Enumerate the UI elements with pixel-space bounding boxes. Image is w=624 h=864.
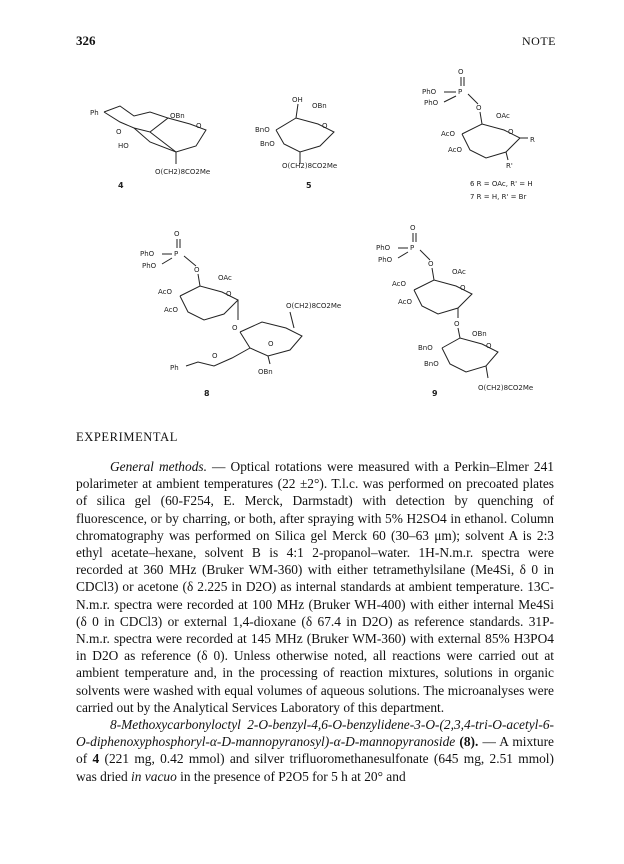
label-o-8c: O [226, 290, 232, 298]
label-aco-8b: AcO [164, 306, 179, 314]
label-obn-8: OBn [258, 368, 273, 376]
general-methods-paragraph [76, 458, 554, 716]
label-ho-4: HO [118, 142, 129, 150]
label-o-9a: O [410, 224, 416, 232]
running-head: NOTE [522, 34, 556, 48]
body-text [76, 458, 554, 785]
structure-8 [140, 230, 341, 398]
label-o-67c: O [508, 128, 514, 136]
label-obn-4: OBn [170, 112, 185, 120]
label-p-67: P [458, 88, 463, 96]
structure-5 [255, 96, 337, 190]
compound-6-label: 6 R = OAc, R' = H [470, 180, 533, 188]
label-oac-67: OAc [496, 112, 510, 120]
label-linker-8: O(CH2)8CO2Me [286, 302, 342, 310]
label-p-9: P [410, 244, 415, 252]
compound-9-label: 9 [432, 389, 438, 398]
label-ph-8: Ph [170, 364, 179, 372]
label-o-4a: O [196, 122, 202, 130]
structure-9 [376, 224, 533, 398]
compound-4-label: 4 [118, 181, 124, 190]
compound-5-label: 5 [306, 181, 312, 190]
prep-text-1: (221 mg, 0.42 mmol) and silver trifluoromethanesulfonate (645 mg, 2.51 mmol) was dried [76, 751, 554, 784]
compound-8-paragraph [76, 716, 554, 785]
label-oac-8: OAc [218, 274, 232, 282]
compound-8-title: 8-Methoxycarbonyloctyl 2-O-benzyl-4,6-O-benzylidene-3-O-(2,3,4-tri-O-acetyl-6-O-diphenoxyphosphoryl-α-D-mannopyranosyl)-α-D-mannopyranoside [76, 717, 554, 750]
label-obn-5: OBn [312, 102, 327, 110]
compound-8-label: 8 [204, 389, 210, 398]
label-o-8f: O [268, 340, 274, 348]
chemical-structures-figure [0, 60, 624, 432]
structure-4 [90, 106, 210, 190]
label-pho-67a: PhO [422, 88, 437, 96]
label-o-8b: O [194, 266, 200, 274]
label-oh-5: OH [292, 96, 303, 104]
prep-in-vacuo: in vacuo [131, 768, 177, 784]
label-aco-8a: AcO [158, 288, 173, 296]
label-o-67b: O [476, 104, 482, 112]
label-o-9d: O [454, 320, 460, 328]
general-methods-lead: General methods. [110, 459, 207, 474]
prep-compound-ref: 4 [92, 751, 100, 767]
label-o-8a: O [174, 230, 180, 238]
compound-7-label: 7 R = H, R' = Br [470, 193, 527, 201]
label-o-9b: O [428, 260, 434, 268]
label-aco-9b: AcO [398, 298, 413, 306]
label-aco-9a: AcO [392, 280, 407, 288]
structure-6-7 [422, 68, 535, 201]
label-linker-4: O(CH2)8CO2Me [155, 168, 211, 176]
label-o-8e: O [212, 352, 218, 360]
label-bno-9b: BnO [424, 360, 439, 368]
label-linker-9: O(CH2)8CO2Me [478, 384, 534, 392]
label-bno-5a: BnO [255, 126, 270, 134]
prep-dash: — A mixture of [76, 734, 554, 767]
section-heading-experimental: EXPERIMENTAL [76, 430, 179, 444]
label-pho-9b: PhO [378, 256, 393, 264]
label-oac-9: OAc [452, 268, 466, 276]
label-aco-67a: AcO [441, 130, 456, 138]
label-pho-8b: PhO [142, 262, 157, 270]
label-pho-9a: PhO [376, 244, 391, 252]
structures-svg [0, 60, 624, 432]
label-o-9e: O [486, 342, 492, 350]
label-pho-8a: PhO [140, 250, 155, 258]
label-pho-67b: PhO [424, 99, 439, 107]
page-header [0, 0, 624, 60]
label-r-67: R [530, 136, 535, 144]
page-number: 326 [76, 33, 96, 48]
label-rprime-67: R' [506, 162, 513, 170]
label-ph: Ph [90, 109, 99, 117]
label-obn-9: OBn [472, 330, 487, 338]
label-aco-67b: AcO [448, 146, 463, 154]
label-p-8: P [174, 250, 179, 258]
label-linker-5: O(CH2)8CO2Me [282, 162, 338, 170]
general-methods-text: — Optical rotations were measured with a Perkin–Elmer 241 polarimeter at ambient temperatures (22 ±2°). T.l.c. was performed on precoated plates of silica gel (60-F254, E. Merck, Darmstadt) with detection by quenching of fluorescence, or by charring, or both, after spraying with 5% H2SO4 in ethanol. Column chromatography was performed on Silica gel Merck 60 (30–63 μm); solvent A is 2:3 ethyl acetate–hexane, solvent B is 4:1 2-propanol–water. 1H-N.m.r. spectra were recorded at 360 MHz (Bruker WM-360) with either tetramethylsilane (Me4Si, δ 0 in CDCl3) or acetone (δ 2.225 in D2O) as internal standards at ambient temperature. 13C-N.m.r. spectra were recorded at 100 MHz (Bruker WH-400) with either internal Me4Si (δ 0 in CDCl3) or external 1,4-dioxane (δ 67.4 in D2O) as reference standards. 31P-N.m.r. spectra were recorded at 145 MHz (Bruker WM-360) with external 85% H3PO4 in D2O as reference (δ 0). Unless otherwise noted, all reactions were carried out at ambient temperature and, in the processing of reaction mixtures, solutions in organic solvents were washed with equal volumes of aqueous solutions. The microanalyses were carried out by the Analytical Services Laboratory of this department. [76, 459, 554, 715]
label-o-8d: O [232, 324, 238, 332]
label-o-9c: O [460, 284, 466, 292]
label-o-67a: O [458, 68, 464, 76]
prep-text-2: in the presence of P2O5 for 5 h at 20° and [176, 768, 406, 784]
compound-8-number: (8). [459, 734, 479, 750]
label-o-5: O [322, 122, 328, 130]
label-bno-9a: BnO [418, 344, 433, 352]
label-bno-5b: BnO [260, 140, 275, 148]
label-o-4b: O [116, 128, 122, 136]
